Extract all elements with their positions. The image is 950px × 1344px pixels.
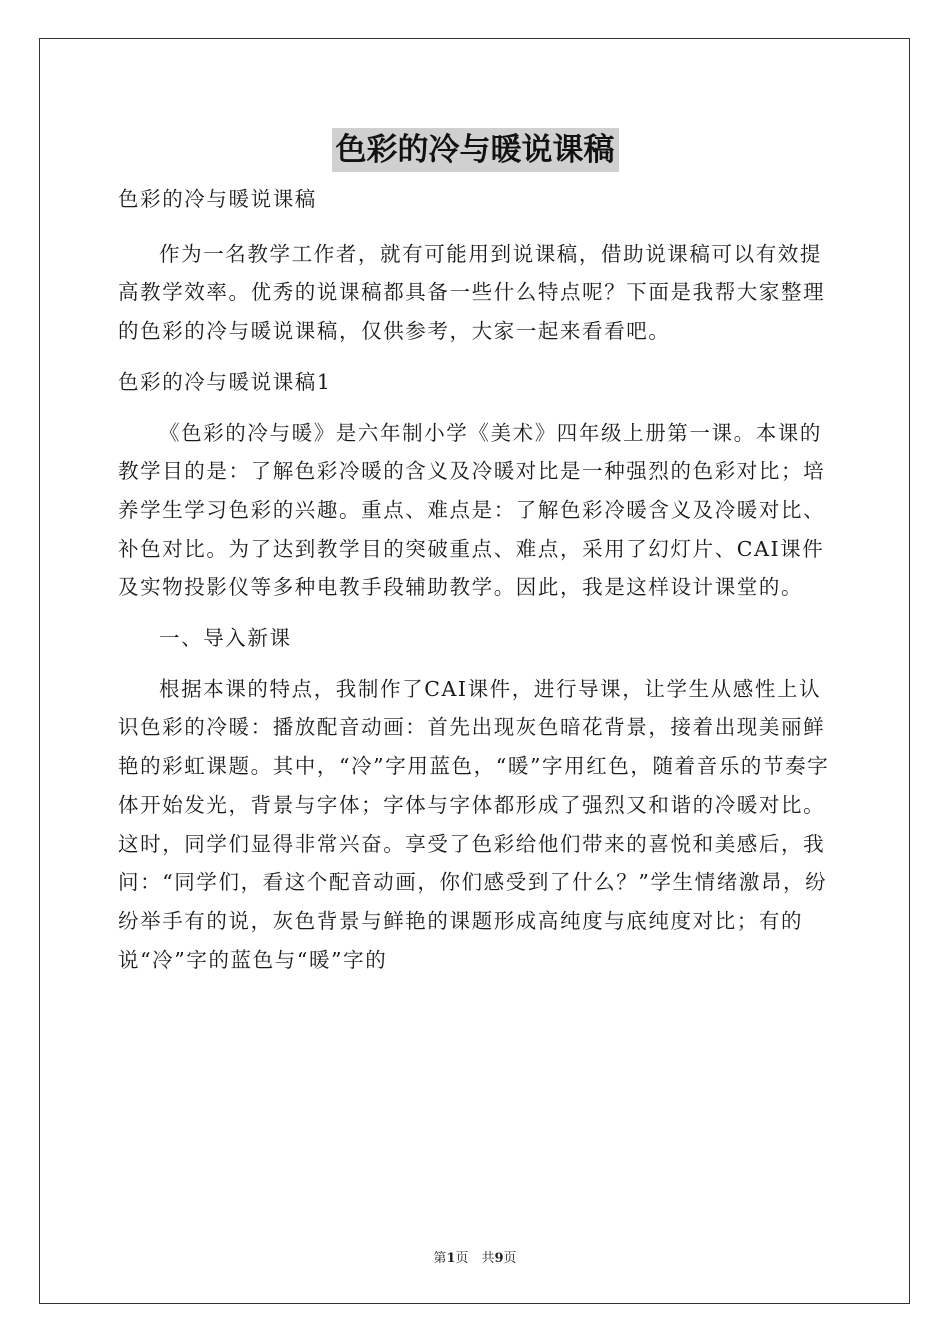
page-title: 色彩的冷与暖说课稿 bbox=[332, 128, 619, 172]
page-title-container bbox=[0, 128, 950, 177]
footer-current-page: 1 bbox=[446, 1251, 456, 1266]
paragraph-1: 《色彩的冷与暖》是六年制小学《美术》四年级上册第一课。本课的教学目的是：了解色彩冷暖的含义及冷暖对比是一种强烈的色彩对比；培养学生学习色彩的兴趣。重点、难点是：了解色彩冷暖含义及冷暖对比、补色对比。为了达到教学目的突破重点、难点，采用了幻灯片、CAI课件及实物投影仪等多种电教手段辅助教学。因此，我是这样设计课堂的。 bbox=[118, 420, 826, 600]
footer-suffix: 页 bbox=[503, 1251, 517, 1266]
intro-paragraph: 作为一名教学工作者，就有可能用到说课稿，借助说课稿可以有效提高教学效率。优秀的说课稿都具备一些什么特点呢？下面是我帮大家整理的色彩的冷与暖说课稿，仅供参考，大家一起来看看吧。 bbox=[118, 241, 826, 344]
section-heading: 色彩的冷与暖说课稿1 bbox=[118, 369, 332, 394]
document-body bbox=[118, 180, 834, 991]
footer-mid: 页 共 bbox=[455, 1251, 495, 1266]
paragraph-2: 根据本课的特点，我制作了CAI课件，进行导课，让学生从感性上认识色彩的冷暖：播放配音动画：首先出现灰色暗花背景，接着出现美丽鲜艳的彩虹课题。其中，“冷”字用蓝色，“暖”字用红色，随着音乐的节奏字体开始发光，背景与字体；字体与字体都形成了强烈又和谐的冷暖对比。这时，同学们显得非常兴奋。享受了色彩给他们带来的喜悦和美感后，我问：“同学们，看这个配音动画，你们感受到了什么？”学生情绪激昂，纷纷举手有的说，灰色背景与鲜艳的课题形成高纯度与底纯度对比；有的说“冷”字的蓝色与“暖”字的 bbox=[118, 676, 830, 972]
footer-prefix: 第 bbox=[433, 1251, 447, 1266]
page-footer bbox=[0, 1247, 950, 1266]
footer-total-pages: 9 bbox=[494, 1251, 504, 1266]
subheading-import: 一、导入新课 bbox=[159, 626, 292, 651]
document-subtitle: 色彩的冷与暖说课稿 bbox=[118, 187, 317, 211]
